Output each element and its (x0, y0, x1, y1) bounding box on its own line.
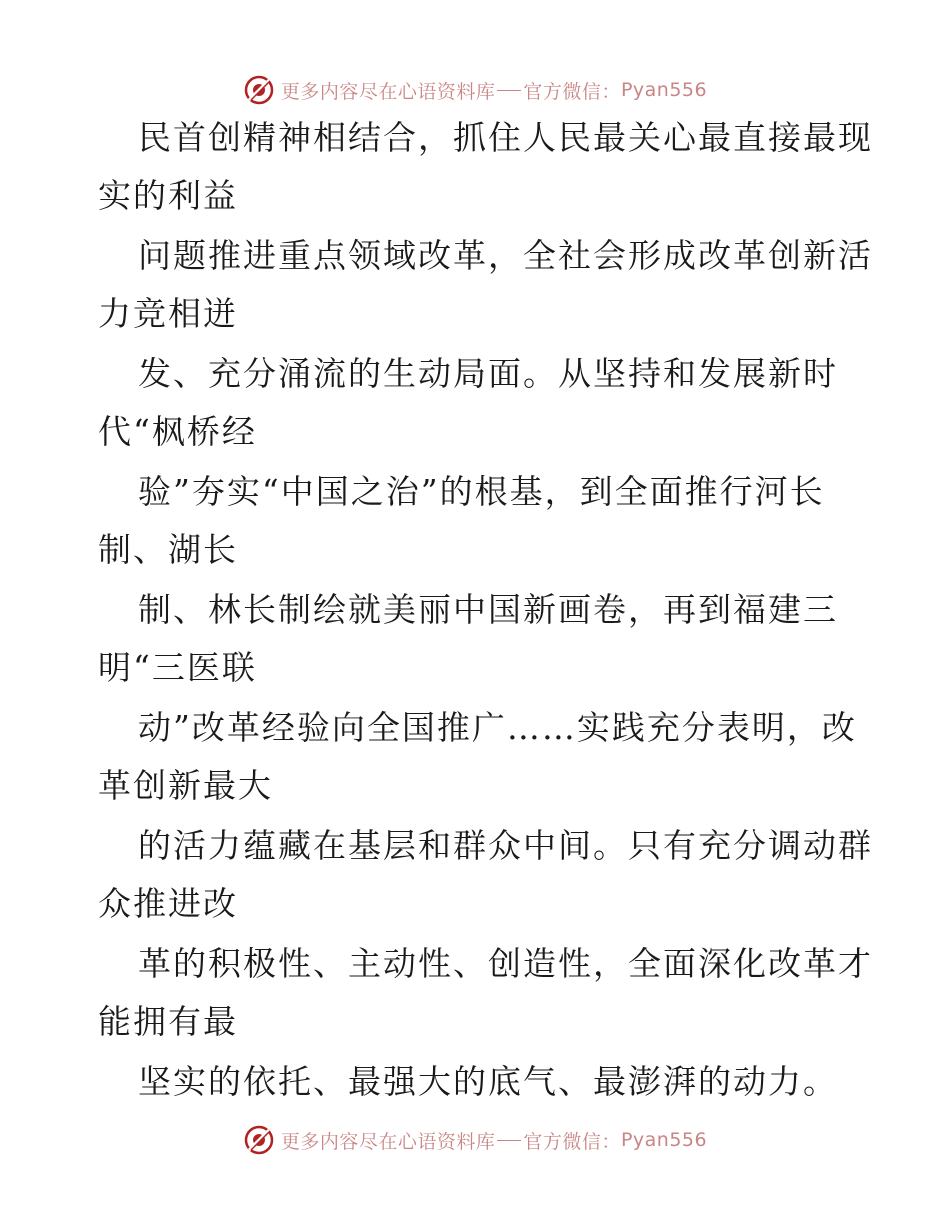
body-line: 革的积极性、主动性、创造性，全面深化改革才 (138, 944, 873, 983)
watermark-account: Pyan556 (620, 1129, 708, 1151)
watermark-account: Pyan556 (620, 79, 708, 101)
body-line: 能拥有最 (98, 1002, 238, 1041)
body-line: 革创新最大 (98, 766, 273, 805)
body-line: 民首创精神相结合，抓住人民最关心最直接最现 (138, 118, 873, 157)
body-line: 问题推进重点领域改革，全社会形成改革创新活 (138, 236, 873, 275)
seal-logo-icon (243, 1124, 275, 1156)
body-line: 的活力蕴藏在基层和群众中间。只有充分调动群 (138, 826, 873, 865)
body-line: 动”改革经验向全国推广……实践充分表明，改 (138, 708, 857, 747)
body-line: 实的利益 (98, 176, 238, 215)
body-line: 验”夯实“中国之治”的根基，到全面推行河长 (138, 472, 825, 511)
watermark-wechat-label: 官方微信： (523, 1130, 621, 1153)
body-line: 发、充分涌流的生动局面。从坚持和发展新时 (138, 354, 838, 393)
watermark-dash (497, 1140, 521, 1141)
seal-logo-icon (243, 74, 275, 106)
body-line: 众推进改 (98, 884, 238, 923)
watermark-text: 更多内容尽在心语资料库 (280, 1130, 496, 1153)
footer-watermark (0, 1120, 950, 1160)
watermark-wechat-label: 官方微信： (523, 80, 621, 103)
body-line: 制、林长制绘就美丽中国新画卷，再到福建三 (138, 590, 838, 629)
body-line: 坚实的依托、最强大的底气、最澎湃的动力。 (138, 1062, 838, 1101)
body-line: 代“枫桥经 (98, 412, 257, 451)
body-line: 力竞相迸 (98, 294, 238, 333)
body-line: 制、湖长 (98, 530, 238, 569)
body-line: 明“三医联 (98, 648, 257, 687)
watermark-text: 更多内容尽在心语资料库 (280, 80, 496, 103)
watermark-dash (497, 90, 521, 91)
header-watermark (0, 70, 950, 110)
